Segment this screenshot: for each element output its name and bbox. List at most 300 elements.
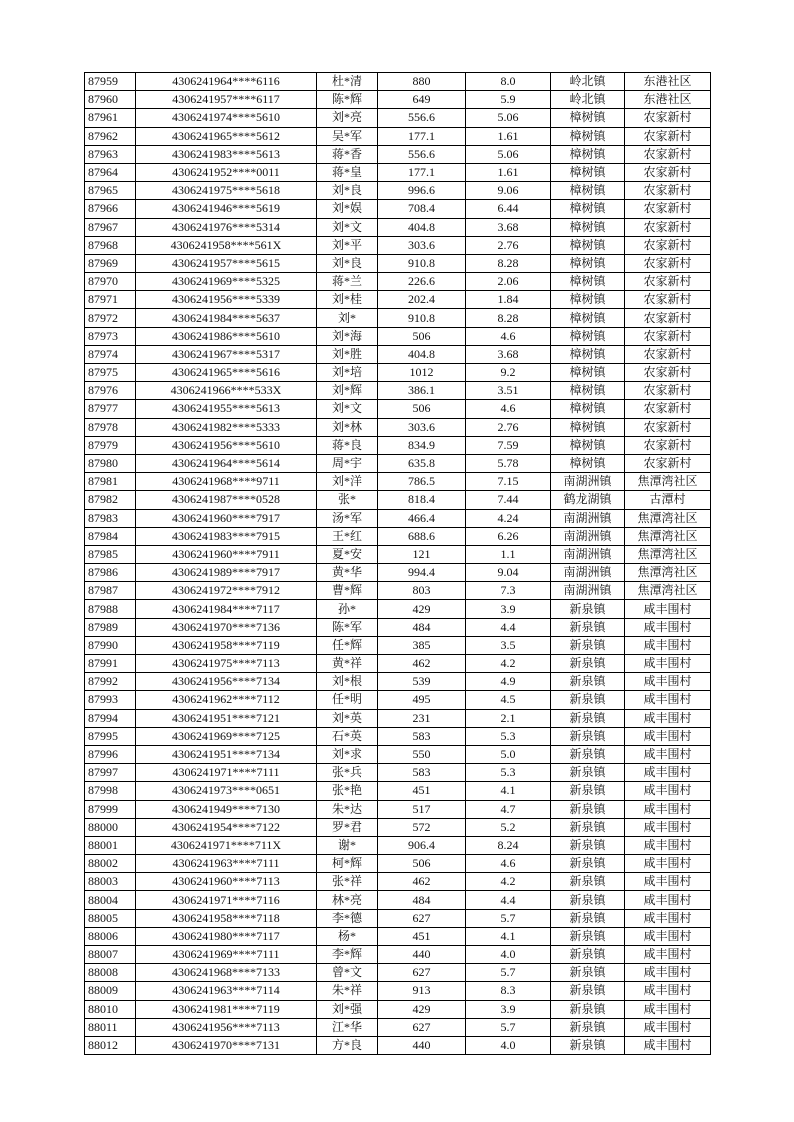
town-cell: 新泉镇 <box>551 782 625 800</box>
amount-cell: 834.9 <box>378 436 466 454</box>
table-row <box>85 946 711 964</box>
serial-number-cell: 87980 <box>85 454 136 472</box>
table-row <box>85 964 711 982</box>
name-cell: 陈*辉 <box>317 91 378 109</box>
amount-cell: 429 <box>378 1000 466 1018</box>
serial-number-cell: 88011 <box>85 1018 136 1036</box>
town-cell: 新泉镇 <box>551 818 625 836</box>
area-cell: 4.2 <box>466 655 551 673</box>
town-cell: 鹤龙湖镇 <box>551 491 625 509</box>
amount-cell: 708.4 <box>378 200 466 218</box>
table-row <box>85 109 711 127</box>
village-cell: 农家新村 <box>625 382 711 400</box>
village-cell: 咸丰围村 <box>625 891 711 909</box>
area-cell: 2.76 <box>466 418 551 436</box>
id-number-cell: 4306241967****5317 <box>136 345 317 363</box>
area-cell: 1.1 <box>466 545 551 563</box>
table-row <box>85 200 711 218</box>
table-row <box>85 145 711 163</box>
table-row <box>85 400 711 418</box>
area-cell: 5.7 <box>466 964 551 982</box>
serial-number-cell: 88004 <box>85 891 136 909</box>
id-number-cell: 4306241986****5610 <box>136 327 317 345</box>
amount-cell: 910.8 <box>378 254 466 272</box>
name-cell: 谢* <box>317 836 378 854</box>
area-cell: 4.6 <box>466 327 551 345</box>
name-cell: 周*宇 <box>317 454 378 472</box>
id-number-cell: 4306241973****0651 <box>136 782 317 800</box>
area-cell: 4.5 <box>466 691 551 709</box>
id-number-cell: 4306241957****6117 <box>136 91 317 109</box>
area-cell: 5.7 <box>466 909 551 927</box>
amount-cell: 177.1 <box>378 163 466 181</box>
id-number-cell: 4306241956****7134 <box>136 673 317 691</box>
serial-number-cell: 87974 <box>85 345 136 363</box>
town-cell: 樟树镇 <box>551 218 625 236</box>
area-cell: 4.1 <box>466 927 551 945</box>
amount-cell: 996.6 <box>378 182 466 200</box>
id-number-cell: 4306241958****7119 <box>136 636 317 654</box>
town-cell: 南湖洲镇 <box>551 582 625 600</box>
name-cell: 王*红 <box>317 527 378 545</box>
village-cell: 咸丰围村 <box>625 618 711 636</box>
village-cell: 咸丰围村 <box>625 836 711 854</box>
serial-number-cell: 87979 <box>85 436 136 454</box>
area-cell: 7.3 <box>466 582 551 600</box>
id-number-cell: 4306241974****5610 <box>136 109 317 127</box>
village-cell: 焦潭湾社区 <box>625 582 711 600</box>
id-number-cell: 4306241969****7125 <box>136 727 317 745</box>
name-cell: 刘*良 <box>317 254 378 272</box>
serial-number-cell: 87982 <box>85 491 136 509</box>
area-cell: 9.04 <box>466 564 551 582</box>
amount-cell: 627 <box>378 964 466 982</box>
village-cell: 农家新村 <box>625 145 711 163</box>
village-cell: 焦潭湾社区 <box>625 509 711 527</box>
name-cell: 刘*文 <box>317 218 378 236</box>
name-cell: 曹*辉 <box>317 582 378 600</box>
name-cell: 刘*强 <box>317 1000 378 1018</box>
village-cell: 咸丰围村 <box>625 655 711 673</box>
serial-number-cell: 87967 <box>85 218 136 236</box>
amount-cell: 177.1 <box>378 127 466 145</box>
name-cell: 张* <box>317 491 378 509</box>
table-row <box>85 473 711 491</box>
village-cell: 咸丰围村 <box>625 873 711 891</box>
amount-cell: 803 <box>378 582 466 600</box>
name-cell: 刘* <box>317 309 378 327</box>
serial-number-cell: 88006 <box>85 927 136 945</box>
village-cell: 农家新村 <box>625 109 711 127</box>
amount-cell: 506 <box>378 327 466 345</box>
table-row <box>85 600 711 618</box>
table-row <box>85 982 711 1000</box>
amount-cell: 913 <box>378 982 466 1000</box>
area-cell: 5.3 <box>466 727 551 745</box>
amount-cell: 880 <box>378 73 466 91</box>
town-cell: 新泉镇 <box>551 764 625 782</box>
serial-number-cell: 87963 <box>85 145 136 163</box>
area-cell: 5.06 <box>466 109 551 127</box>
table-row <box>85 454 711 472</box>
id-number-cell: 4306241972****7912 <box>136 582 317 600</box>
name-cell: 刘*培 <box>317 364 378 382</box>
amount-cell: 517 <box>378 800 466 818</box>
name-cell: 刘*求 <box>317 745 378 763</box>
area-cell: 9.2 <box>466 364 551 382</box>
town-cell: 新泉镇 <box>551 745 625 763</box>
town-cell: 樟树镇 <box>551 345 625 363</box>
town-cell: 樟树镇 <box>551 200 625 218</box>
id-number-cell: 4306241963****7111 <box>136 855 317 873</box>
name-cell: 刘*娱 <box>317 200 378 218</box>
amount-cell: 404.8 <box>378 345 466 363</box>
name-cell: 孙* <box>317 600 378 618</box>
town-cell: 樟树镇 <box>551 400 625 418</box>
serial-number-cell: 87969 <box>85 254 136 272</box>
name-cell: 方*良 <box>317 1036 378 1054</box>
name-cell: 蒋*兰 <box>317 273 378 291</box>
id-number-cell: 4306241975****7113 <box>136 655 317 673</box>
name-cell: 朱*祥 <box>317 982 378 1000</box>
id-number-cell: 4306241970****7131 <box>136 1036 317 1054</box>
amount-cell: 556.6 <box>378 109 466 127</box>
amount-cell: 440 <box>378 946 466 964</box>
table-row <box>85 91 711 109</box>
serial-number-cell: 87961 <box>85 109 136 127</box>
table-row <box>85 782 711 800</box>
village-cell: 咸丰围村 <box>625 727 711 745</box>
name-cell: 刘*胜 <box>317 345 378 363</box>
id-number-cell: 4306241960****7917 <box>136 509 317 527</box>
serial-number-cell: 87996 <box>85 745 136 763</box>
serial-number-cell: 87994 <box>85 709 136 727</box>
table-row <box>85 709 711 727</box>
town-cell: 新泉镇 <box>551 655 625 673</box>
name-cell: 张*祥 <box>317 873 378 891</box>
village-cell: 咸丰围村 <box>625 1036 711 1054</box>
area-cell: 1.61 <box>466 127 551 145</box>
village-cell: 焦潭湾社区 <box>625 564 711 582</box>
town-cell: 新泉镇 <box>551 891 625 909</box>
name-cell: 蒋*香 <box>317 145 378 163</box>
village-cell: 农家新村 <box>625 254 711 272</box>
town-cell: 樟树镇 <box>551 273 625 291</box>
id-number-cell: 4306241955****5613 <box>136 400 317 418</box>
village-cell: 咸丰围村 <box>625 982 711 1000</box>
town-cell: 南湖洲镇 <box>551 564 625 582</box>
id-number-cell: 4306241982****5333 <box>136 418 317 436</box>
name-cell: 张*兵 <box>317 764 378 782</box>
amount-cell: 385 <box>378 636 466 654</box>
village-cell: 农家新村 <box>625 418 711 436</box>
town-cell: 樟树镇 <box>551 127 625 145</box>
serial-number-cell: 87973 <box>85 327 136 345</box>
name-cell: 黄*华 <box>317 564 378 582</box>
serial-number-cell: 87976 <box>85 382 136 400</box>
name-cell: 罗*君 <box>317 818 378 836</box>
area-cell: 5.0 <box>466 745 551 763</box>
serial-number-cell: 87987 <box>85 582 136 600</box>
area-cell: 5.78 <box>466 454 551 472</box>
amount-cell: 226.6 <box>378 273 466 291</box>
serial-number-cell: 87959 <box>85 73 136 91</box>
area-cell: 9.06 <box>466 182 551 200</box>
table-row <box>85 436 711 454</box>
name-cell: 黄*祥 <box>317 655 378 673</box>
id-number-cell: 4306241971****7111 <box>136 764 317 782</box>
town-cell: 新泉镇 <box>551 964 625 982</box>
serial-number-cell: 88003 <box>85 873 136 891</box>
id-number-cell: 4306241958****561X <box>136 236 317 254</box>
serial-number-cell: 87970 <box>85 273 136 291</box>
amount-cell: 583 <box>378 727 466 745</box>
town-cell: 新泉镇 <box>551 946 625 964</box>
town-cell: 樟树镇 <box>551 163 625 181</box>
village-cell: 农家新村 <box>625 127 711 145</box>
name-cell: 刘*文 <box>317 400 378 418</box>
village-cell: 农家新村 <box>625 454 711 472</box>
area-cell: 4.0 <box>466 946 551 964</box>
serial-number-cell: 88002 <box>85 855 136 873</box>
serial-number-cell: 87984 <box>85 527 136 545</box>
name-cell: 刘*英 <box>317 709 378 727</box>
serial-number-cell: 87990 <box>85 636 136 654</box>
area-cell: 4.2 <box>466 873 551 891</box>
table-row <box>85 254 711 272</box>
town-cell: 樟树镇 <box>551 364 625 382</box>
name-cell: 张*艳 <box>317 782 378 800</box>
town-cell: 樟树镇 <box>551 236 625 254</box>
table-row <box>85 418 711 436</box>
town-cell: 新泉镇 <box>551 800 625 818</box>
town-cell: 南湖洲镇 <box>551 473 625 491</box>
amount-cell: 556.6 <box>378 145 466 163</box>
name-cell: 柯*辉 <box>317 855 378 873</box>
area-cell: 4.0 <box>466 1036 551 1054</box>
serial-number-cell: 88012 <box>85 1036 136 1054</box>
town-cell: 岭北镇 <box>551 91 625 109</box>
area-cell: 3.51 <box>466 382 551 400</box>
village-cell: 咸丰围村 <box>625 782 711 800</box>
name-cell: 朱*达 <box>317 800 378 818</box>
town-cell: 樟树镇 <box>551 309 625 327</box>
name-cell: 刘*良 <box>317 182 378 200</box>
table-body <box>85 73 711 1055</box>
amount-cell: 583 <box>378 764 466 782</box>
table-row <box>85 163 711 181</box>
amount-cell: 635.8 <box>378 454 466 472</box>
area-cell: 7.59 <box>466 436 551 454</box>
area-cell: 5.7 <box>466 1018 551 1036</box>
village-cell: 咸丰围村 <box>625 1018 711 1036</box>
table-row <box>85 236 711 254</box>
serial-number-cell: 87983 <box>85 509 136 527</box>
table-row <box>85 564 711 582</box>
serial-number-cell: 87960 <box>85 91 136 109</box>
area-cell: 3.68 <box>466 345 551 363</box>
town-cell: 新泉镇 <box>551 618 625 636</box>
area-cell: 8.3 <box>466 982 551 1000</box>
area-cell: 4.24 <box>466 509 551 527</box>
town-cell: 新泉镇 <box>551 636 625 654</box>
area-cell: 3.9 <box>466 600 551 618</box>
name-cell: 汤*军 <box>317 509 378 527</box>
town-cell: 新泉镇 <box>551 982 625 1000</box>
amount-cell: 429 <box>378 600 466 618</box>
table-row <box>85 182 711 200</box>
id-number-cell: 4306241984****7117 <box>136 600 317 618</box>
serial-number-cell: 87993 <box>85 691 136 709</box>
name-cell: 刘*林 <box>317 418 378 436</box>
area-cell: 2.06 <box>466 273 551 291</box>
name-cell: 夏*安 <box>317 545 378 563</box>
village-cell: 咸丰围村 <box>625 1000 711 1018</box>
amount-cell: 451 <box>378 927 466 945</box>
name-cell: 蒋*良 <box>317 436 378 454</box>
town-cell: 新泉镇 <box>551 727 625 745</box>
id-number-cell: 4306241969****5325 <box>136 273 317 291</box>
name-cell: 蒋*皇 <box>317 163 378 181</box>
table-row <box>85 745 711 763</box>
id-number-cell: 4306241964****5614 <box>136 454 317 472</box>
id-number-cell: 4306241966****533X <box>136 382 317 400</box>
id-number-cell: 4306241980****7117 <box>136 927 317 945</box>
name-cell: 吴*军 <box>317 127 378 145</box>
id-number-cell: 4306241971****711X <box>136 836 317 854</box>
town-cell: 樟树镇 <box>551 182 625 200</box>
town-cell: 南湖洲镇 <box>551 509 625 527</box>
serial-number-cell: 87966 <box>85 200 136 218</box>
village-cell: 咸丰围村 <box>625 964 711 982</box>
amount-cell: 550 <box>378 745 466 763</box>
town-cell: 南湖洲镇 <box>551 545 625 563</box>
id-number-cell: 4306241968****7133 <box>136 964 317 982</box>
table-row <box>85 509 711 527</box>
id-number-cell: 4306241968****9711 <box>136 473 317 491</box>
village-cell: 咸丰围村 <box>625 673 711 691</box>
table-row <box>85 764 711 782</box>
amount-cell: 572 <box>378 818 466 836</box>
amount-cell: 440 <box>378 1036 466 1054</box>
area-cell: 2.1 <box>466 709 551 727</box>
table-row <box>85 273 711 291</box>
serial-number-cell: 87962 <box>85 127 136 145</box>
id-number-cell: 4306241952****0011 <box>136 163 317 181</box>
serial-number-cell: 87978 <box>85 418 136 436</box>
id-number-cell: 4306241960****7911 <box>136 545 317 563</box>
area-cell: 4.4 <box>466 891 551 909</box>
table-row <box>85 291 711 309</box>
town-cell: 新泉镇 <box>551 836 625 854</box>
amount-cell: 994.4 <box>378 564 466 582</box>
village-cell: 农家新村 <box>625 400 711 418</box>
table-row <box>85 545 711 563</box>
area-cell: 4.7 <box>466 800 551 818</box>
amount-cell: 303.6 <box>378 418 466 436</box>
amount-cell: 451 <box>378 782 466 800</box>
table-row <box>85 1036 711 1054</box>
table-row <box>85 836 711 854</box>
table-row <box>85 636 711 654</box>
table-row <box>85 891 711 909</box>
town-cell: 新泉镇 <box>551 673 625 691</box>
id-number-cell: 4306241956****5339 <box>136 291 317 309</box>
village-cell: 农家新村 <box>625 436 711 454</box>
area-cell: 5.9 <box>466 91 551 109</box>
serial-number-cell: 87968 <box>85 236 136 254</box>
village-cell: 农家新村 <box>625 218 711 236</box>
area-cell: 8.0 <box>466 73 551 91</box>
area-cell: 5.2 <box>466 818 551 836</box>
area-cell: 1.61 <box>466 163 551 181</box>
village-cell: 咸丰围村 <box>625 600 711 618</box>
village-cell: 农家新村 <box>625 182 711 200</box>
amount-cell: 404.8 <box>378 218 466 236</box>
table-row <box>85 927 711 945</box>
town-cell: 新泉镇 <box>551 691 625 709</box>
town-cell: 樟树镇 <box>551 436 625 454</box>
serial-number-cell: 87999 <box>85 800 136 818</box>
village-cell: 农家新村 <box>625 236 711 254</box>
town-cell: 新泉镇 <box>551 1000 625 1018</box>
village-cell: 农家新村 <box>625 200 711 218</box>
village-cell: 咸丰围村 <box>625 946 711 964</box>
table-row <box>85 873 711 891</box>
serial-number-cell: 87998 <box>85 782 136 800</box>
amount-cell: 688.6 <box>378 527 466 545</box>
village-cell: 咸丰围村 <box>625 927 711 945</box>
village-cell: 咸丰围村 <box>625 636 711 654</box>
amount-cell: 484 <box>378 891 466 909</box>
name-cell: 陈*军 <box>317 618 378 636</box>
name-cell: 刘*海 <box>317 327 378 345</box>
serial-number-cell: 87971 <box>85 291 136 309</box>
table-row <box>85 655 711 673</box>
id-number-cell: 4306241987****0528 <box>136 491 317 509</box>
table-row <box>85 618 711 636</box>
amount-cell: 303.6 <box>378 236 466 254</box>
table-row <box>85 1000 711 1018</box>
village-cell: 焦潭湾社区 <box>625 473 711 491</box>
area-cell: 8.28 <box>466 309 551 327</box>
town-cell: 樟树镇 <box>551 418 625 436</box>
table-row <box>85 909 711 927</box>
id-number-cell: 4306241983****5613 <box>136 145 317 163</box>
serial-number-cell: 88007 <box>85 946 136 964</box>
amount-cell: 121 <box>378 545 466 563</box>
area-cell: 7.15 <box>466 473 551 491</box>
village-cell: 咸丰围村 <box>625 745 711 763</box>
id-number-cell: 4306241949****7130 <box>136 800 317 818</box>
amount-cell: 539 <box>378 673 466 691</box>
table-row <box>85 855 711 873</box>
amount-cell: 495 <box>378 691 466 709</box>
table-row <box>85 382 711 400</box>
id-number-cell: 4306241971****7116 <box>136 891 317 909</box>
village-cell: 咸丰围村 <box>625 818 711 836</box>
town-cell: 樟树镇 <box>551 145 625 163</box>
table-row <box>85 1018 711 1036</box>
id-number-cell: 4306241951****7121 <box>136 709 317 727</box>
name-cell: 任*明 <box>317 691 378 709</box>
village-cell: 咸丰围村 <box>625 800 711 818</box>
id-number-cell: 4306241976****5314 <box>136 218 317 236</box>
table-row <box>85 327 711 345</box>
area-cell: 3.5 <box>466 636 551 654</box>
village-cell: 焦潭湾社区 <box>625 527 711 545</box>
id-number-cell: 4306241951****7134 <box>136 745 317 763</box>
